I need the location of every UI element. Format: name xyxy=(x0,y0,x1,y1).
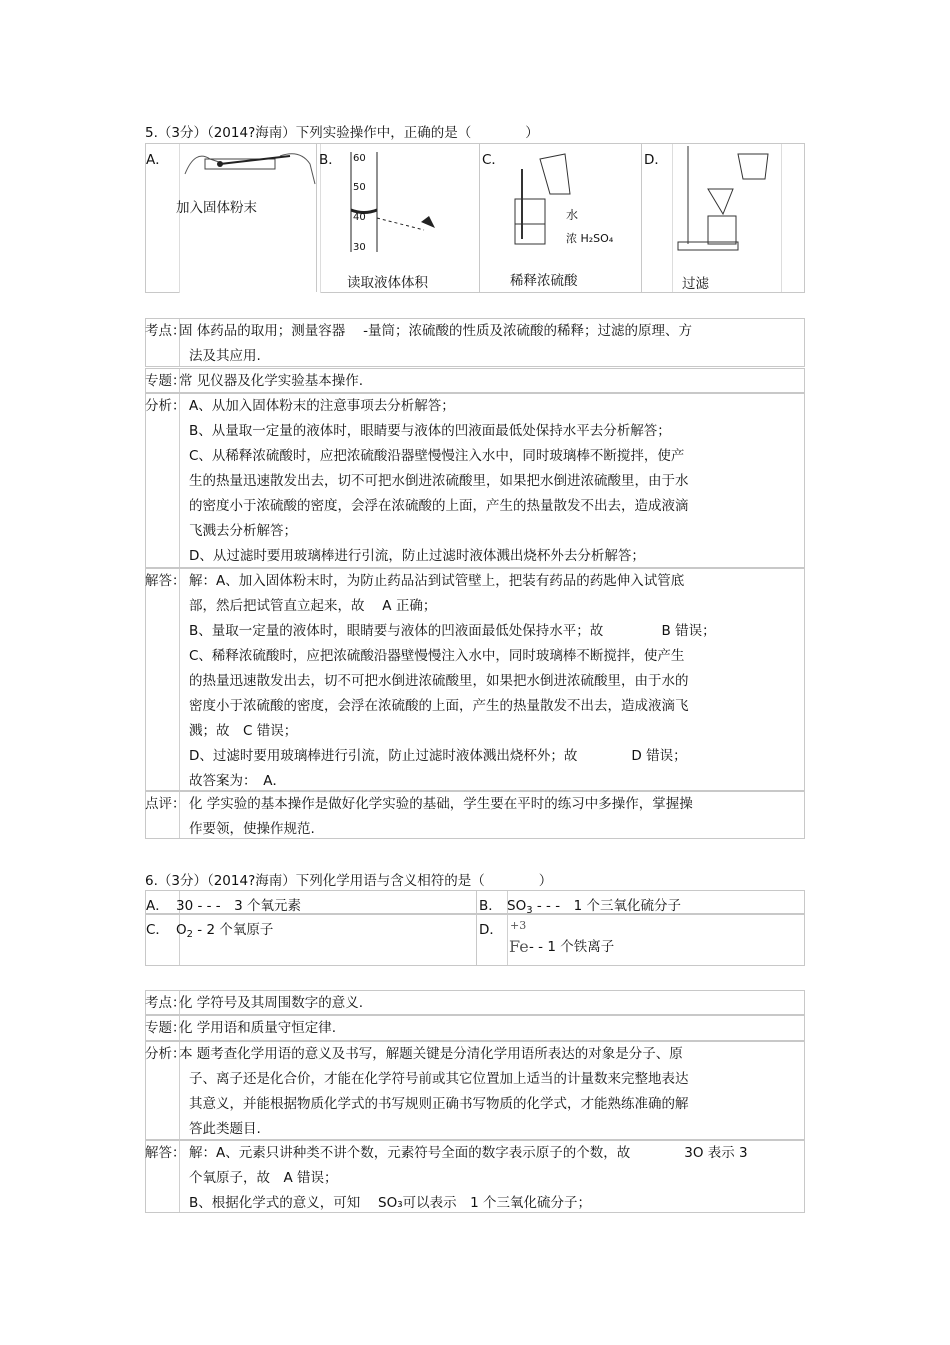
q5-kaodian xyxy=(145,318,805,367)
text-line: 的热量迅速散发出去，切不可把水倒进浓硫酸里，如果把水倒进浓硫酸里，由于水的 xyxy=(189,673,689,689)
scale-60: 60 xyxy=(353,153,366,164)
zhuanti-label: 专题： xyxy=(145,373,186,389)
filtration-illustration xyxy=(672,144,782,292)
text-line: D、从过滤时要用玻璃棒进行引流，防止过滤时液体溅出烧杯外去分析解答； xyxy=(189,548,645,564)
scale-30: 30 xyxy=(353,242,366,253)
text-line: 其意义，并能根据物质化学式的书写规则正确书写物质的化学式，才能熟练准确的解 xyxy=(189,1096,689,1112)
acid-label: 浓 H₂SO₄ xyxy=(566,232,614,245)
option-letter: C． xyxy=(146,922,169,938)
text-line: 作要领，使操作规范. xyxy=(189,821,315,837)
text-line: 溅；故 C 错误； xyxy=(189,723,298,739)
jieda-label: 解答： xyxy=(145,573,186,589)
option-caption: 稀释浓硫酸 xyxy=(510,273,578,289)
text-line: 解：A、加入固体粉末时，为防止药品沾到试管壁上，把装有药品的药匙伸入试管底 xyxy=(189,573,685,589)
question-5-title: 5.（3分）（2014?海南）下列实验操作中，正确的是（ ） xyxy=(145,125,539,141)
kaodian-label: 考点： xyxy=(145,995,186,1011)
text-line: A、从加入固体粉末的注意事项去分析解答； xyxy=(189,398,455,414)
text-line: 固 体药品的取用；测量容器 -量筒；浓硫酸的性质及浓硫酸的稀释；过滤的原理、方 xyxy=(179,323,692,339)
option-letter: A． xyxy=(146,898,169,914)
option-text: - - - 1 个三氧化硫分子 xyxy=(532,898,681,914)
formula: SO xyxy=(507,898,527,914)
option-letter: B． xyxy=(479,898,502,914)
text-line: B、量取一定量的液体时，眼睛要与液体的凹液面最低处保持水平；故 B 错误； xyxy=(189,623,716,639)
q6-fenxi xyxy=(145,1041,805,1140)
q6-zhuanti xyxy=(145,1015,805,1041)
q5-jieda xyxy=(145,568,805,791)
text-line: 化 学用语和质量守恒定律. xyxy=(179,1020,337,1036)
text-line: 部，然后把试管直立起来，故 A 正确； xyxy=(189,598,437,614)
text-line: B、根据化学式的意义，可知 SO₃可以表示 1 个三氧化硫分子； xyxy=(189,1195,592,1211)
subscript: 2 xyxy=(186,929,194,940)
q6-jieda xyxy=(145,1140,805,1213)
option-caption: 过滤 xyxy=(682,276,709,292)
text-line: 解：A、元素只讲种类不讲个数，元素符号全面的数字表示原子的个数，故 3O 表示 3 xyxy=(189,1145,748,1161)
q6-options-row-2 xyxy=(145,914,805,966)
q6-kaodian xyxy=(145,990,805,1015)
question-6-title: 6.（3分）（2014?海南）下列化学用语与含义相符的是（ ） xyxy=(145,873,553,889)
text-line: 生的热量迅速散发出去，切不可把水倒进浓硫酸里，如果把水倒进浓硫酸里，由于水 xyxy=(189,473,689,489)
option-caption: 读取液体体积 xyxy=(347,275,428,291)
option-letter: D． xyxy=(479,922,503,938)
text-line: 常 见仪器及化学实验基本操作. xyxy=(179,373,364,389)
text-line: 子、离子还是化合价，才能在化学符号前或其它位置加上适当的计量数来完整地表达 xyxy=(189,1071,689,1087)
option-c[interactable] xyxy=(479,144,641,292)
text-line: C、稀释浓硫酸时，应把浓硫酸沿器壁慢慢注入水中，同时玻璃棒不断搅拌，使产生 xyxy=(189,648,685,664)
q6-options-row-1 xyxy=(145,890,805,914)
option-letter: D． xyxy=(644,152,668,168)
text-line: 答此类题目. xyxy=(189,1121,261,1137)
text-line: 化 学实验的基本操作是做好化学实验的基础，学生要在平时的练习中多操作，掌握操 xyxy=(189,796,693,812)
dianping-label: 点评： xyxy=(145,796,186,812)
option-letter: A． xyxy=(146,152,169,168)
formula: O xyxy=(176,922,187,938)
option-c[interactable] xyxy=(146,915,476,965)
q5-options-table xyxy=(145,143,805,293)
text-line: 的密度小于浓硫酸的密度，会浮在浓硫酸的上面，产生的热量散发不出去，造成液滴 xyxy=(189,498,689,514)
scale-50: 50 xyxy=(353,182,366,193)
jieda-label: 解答： xyxy=(145,1145,186,1161)
zhuanti-label: 专题： xyxy=(145,1020,186,1036)
water-label: 水 xyxy=(566,208,579,222)
option-text: - 2 个氧原子 xyxy=(193,922,274,938)
option-d[interactable] xyxy=(641,144,806,292)
q5-zhuanti xyxy=(145,368,805,393)
text-line: 法及其应用. xyxy=(189,348,261,364)
text-line: B、从量取一定量的液体时，眼睛要与液体的凹液面最低处保持水平去分析解答； xyxy=(189,423,671,439)
kaodian-label: 考点： xyxy=(145,323,186,339)
option-letter: B． xyxy=(319,152,342,168)
fenxi-label: 分析： xyxy=(145,398,186,414)
text-line: 飞溅去分析解答； xyxy=(189,523,297,539)
option-d[interactable] xyxy=(476,915,806,965)
graduated-cylinder-illustration xyxy=(349,152,437,252)
option-text: - - 1 个铁离子 xyxy=(529,939,615,955)
text-line: 密度小于浓硫酸的密度，会浮在浓硫酸的上面，产生的热量散发不出去，造成液滴飞 xyxy=(189,698,689,714)
option-a[interactable] xyxy=(146,891,476,913)
option-b[interactable] xyxy=(476,891,806,916)
text-line: 个氧原子，故 A 错误； xyxy=(189,1170,338,1186)
q5-fenxi xyxy=(145,393,805,568)
option-a[interactable] xyxy=(146,144,316,292)
fenxi-label: 分析： xyxy=(145,1046,186,1062)
text-line: 化 学符号及其周围数字的意义. xyxy=(179,995,364,1011)
text-line: 故答案为： A． xyxy=(189,773,286,789)
option-letter: C． xyxy=(482,152,505,168)
text-line: C、从稀释浓硫酸时，应把浓硫酸沿器壁慢慢注入水中，同时玻璃棒不断搅拌，使产 xyxy=(189,448,685,464)
q5-dianping xyxy=(145,791,805,839)
add-powder-illustration xyxy=(179,144,321,293)
scale-40: 40 xyxy=(353,212,366,223)
option-b[interactable] xyxy=(316,144,479,292)
formula: Fe xyxy=(509,937,529,956)
option-text: - - - 3 个氧元素 xyxy=(193,898,302,914)
option-caption: 加入固体粉末 xyxy=(176,200,257,216)
formula: 30 xyxy=(176,898,194,914)
subscript: 3 xyxy=(526,905,533,916)
text-line: 本 题考查化学用语的意义及书写，解题关键是分清化学用语所表达的对象是分子、原 xyxy=(179,1046,683,1062)
text-line: D、过滤时要用玻璃棒进行引流，防止过滤时液体溅出烧杯外；故 D 错误； xyxy=(189,748,687,764)
valence-superscript: +3 xyxy=(510,919,527,932)
